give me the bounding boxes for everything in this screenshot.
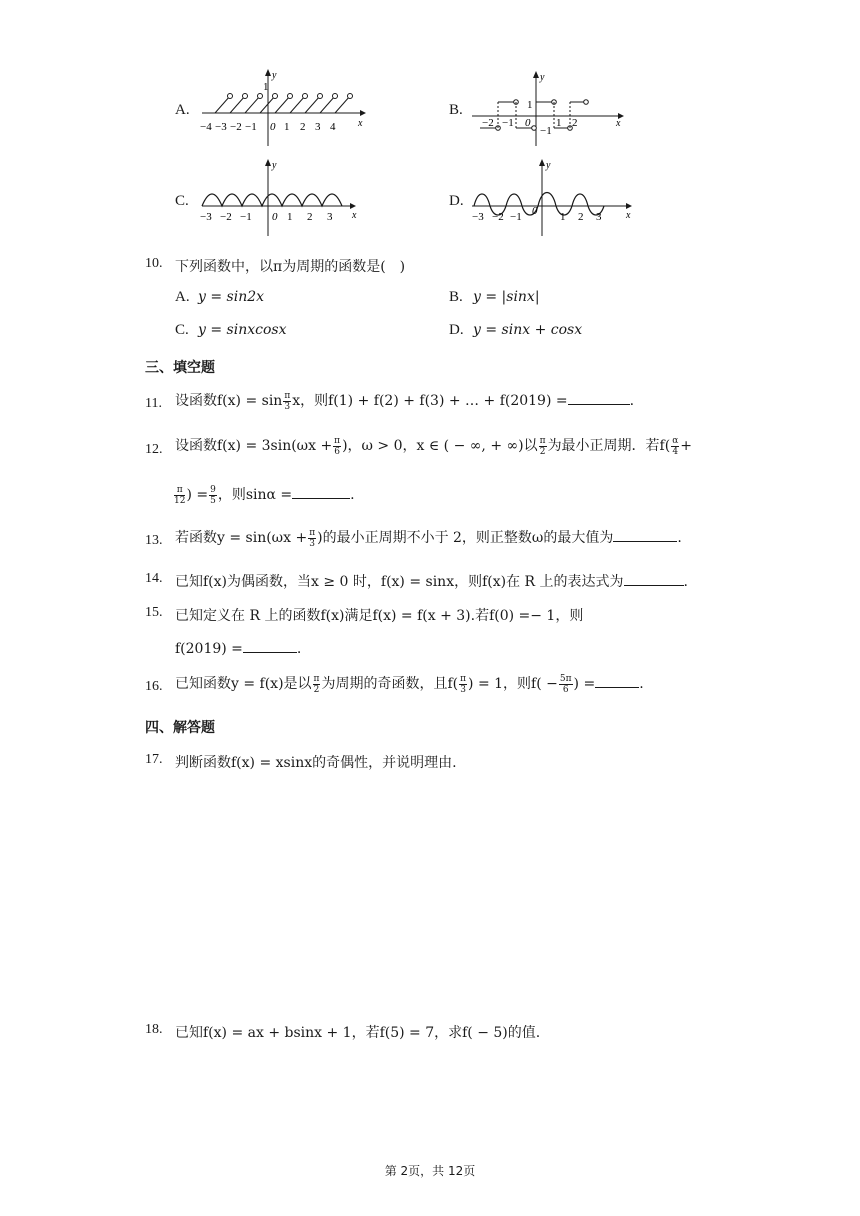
q10-option-a: y = sin2x xyxy=(198,289,265,305)
q11-part: 设函数f(x) = sin xyxy=(175,393,283,409)
q10-stem: 下列函数中，以π为周期的函数是( ) xyxy=(175,259,406,275)
graph-d-tick: 1 xyxy=(560,211,566,223)
graph-d-y: y xyxy=(546,160,551,171)
q12-fraction: $\frac{\pi}{6}$ xyxy=(334,435,341,457)
q16-fraction: $\frac{\pi}{2}$ xyxy=(313,673,320,695)
q10-option-b-label: B. xyxy=(449,289,463,305)
q10-option-d-label: D. xyxy=(449,322,464,338)
q11-fraction: $\frac{\pi}{3}$ xyxy=(284,390,291,412)
graph-a-tick: 1 xyxy=(284,121,290,133)
graph-d-tick: −2 xyxy=(492,211,504,223)
q11-text: 设函数f(x) = sin $\frac{\pi}{3}$ x，则f(1) + f(2) + f(3) + … + f(2019) = . xyxy=(175,390,635,412)
q16-fraction: $\frac{5\pi}{6}$ xyxy=(559,673,572,695)
page-footer: 第 2页，共 12页 xyxy=(384,1164,476,1178)
graph-a-tick: 2 xyxy=(300,121,306,133)
answer-blank xyxy=(613,529,677,542)
q11-number: 11. xyxy=(145,396,162,411)
q13-fraction: $\frac{\pi}{3}$ xyxy=(309,527,316,549)
graph-a-x: x xyxy=(358,118,363,129)
q18-number: 18. xyxy=(145,1022,163,1037)
graph-c-tick: 0 xyxy=(272,211,278,223)
q13-number: 13. xyxy=(145,533,163,548)
q17-text: 判断函数f(x) = xsinx的奇偶性，并说明理由. xyxy=(175,755,457,771)
option-b-label: B. xyxy=(449,102,463,118)
answer-blank xyxy=(243,640,297,653)
q14-number: 14. xyxy=(145,571,163,586)
section-fill-in-title: 三、填空题 xyxy=(145,360,215,376)
graph-a-y: y xyxy=(272,70,277,81)
answer-blank xyxy=(292,486,350,499)
graph-b-neg-one: −1 xyxy=(540,125,552,137)
graph-b-one: 1 xyxy=(527,99,533,111)
q12-fraction: $\frac{\pi}{12}$ xyxy=(174,484,186,506)
section-answer-title: 四、解答题 xyxy=(145,720,215,736)
graph-c-tick: 1 xyxy=(287,211,293,223)
answer-blank xyxy=(595,675,639,688)
answer-blank xyxy=(568,392,630,405)
graph-a-tick: −3 xyxy=(215,121,227,133)
graph-b-y: y xyxy=(540,72,545,83)
q15-line1: 已知定义在 R 上的函数f(x)满足f(x) = f(x + 3).若f(0) =− 1，则 xyxy=(175,608,584,624)
graph-b-tick: −1 xyxy=(502,117,514,129)
graph-c-tick: 2 xyxy=(307,211,313,223)
graph-d-tick: 0 xyxy=(532,205,538,217)
graph-d-x: x xyxy=(626,210,631,221)
q12-fraction: $\frac{9}{5}$ xyxy=(210,484,216,506)
q14-text: 已知f(x)为偶函数，当x ≥ 0 时，f(x) = sinx，则f(x)在 R 上的表达式为 . xyxy=(175,574,688,590)
graph-c-tick: −2 xyxy=(220,211,232,223)
graph-b-x: x xyxy=(616,118,621,129)
graph-a-tick: 0 xyxy=(270,121,276,133)
graph-a-tick: −1 xyxy=(245,121,257,133)
graph-d-tick: −3 xyxy=(472,211,484,223)
q18-text: 已知f(x) = ax + bsinx + 1，若f(5) = 7，求f( − 5)的值. xyxy=(175,1025,541,1041)
graph-c-x: x xyxy=(352,210,357,221)
q10-option-b: y = |sinx| xyxy=(473,289,540,305)
q12-text-line1: 设函数f(x) = 3sin(ωx + $\frac{\pi}{6}$ )，ω > 0，x ∈ ( − ∞, + ∞)以 $\frac{\pi}{2}$ 为最小正周期．若f( $\frac{\alpha}{4}$ + xyxy=(175,435,693,457)
q16-text: 已知函数y = f(x)是以 $\frac{\pi}{2}$ 为周期的奇函数，且f( $\frac{\pi}{3}$ ) = 1，则f( − $\frac{5\pi}{6}$ ) = . xyxy=(175,673,644,695)
answer-blank xyxy=(624,573,684,586)
q10-option-c: y = sinxcosx xyxy=(198,322,287,338)
graph-b xyxy=(470,68,640,152)
graph-a xyxy=(200,68,370,152)
q15-line2: f(2019) = . xyxy=(175,641,302,657)
graph-a-tick: 3 xyxy=(315,121,321,133)
option-a-label: A. xyxy=(175,102,190,118)
q16-fraction: $\frac{\pi}{3}$ xyxy=(460,673,467,695)
option-c-label: C. xyxy=(175,193,189,209)
q11-part: x，则f(1) + f(2) + f(3) + … + f(2019) = xyxy=(292,393,568,409)
q12-text-line2: $\frac{\pi}{12}$ ) = $\frac{9}{5}$ ，则sinα = . xyxy=(174,484,355,506)
q10-number: 10. xyxy=(145,256,163,271)
graph-c-tick: 3 xyxy=(327,211,333,223)
q17-number: 17. xyxy=(145,752,163,767)
graph-c xyxy=(200,158,370,242)
q12-fraction: $\frac{\alpha}{4}$ xyxy=(672,435,679,457)
graph-c-tick: −1 xyxy=(240,211,252,223)
graph-b-tick: 0 xyxy=(525,117,531,129)
graph-d xyxy=(470,158,640,242)
graph-b-tick: 2 xyxy=(572,117,578,129)
q12-fraction: $\frac{\pi}{2}$ xyxy=(539,435,546,457)
q10-option-a-label: A. xyxy=(175,289,190,305)
graph-c-tick: −3 xyxy=(200,211,212,223)
q12-number: 12. xyxy=(145,442,163,457)
graph-a-tick: −4 xyxy=(200,121,212,133)
graph-c-y: y xyxy=(272,160,277,171)
graph-b-tick: 1 xyxy=(556,117,562,129)
graph-d-tick: 3 xyxy=(596,211,602,223)
option-d-label: D. xyxy=(449,193,464,209)
graph-b-tick: −2 xyxy=(482,117,494,129)
graph-a-tick: −2 xyxy=(230,121,242,133)
graph-d-tick: 2 xyxy=(578,211,584,223)
graph-a-tick: 4 xyxy=(330,121,336,133)
graph-d-tick: −1 xyxy=(510,211,522,223)
q10-option-d: y = sinx + cosx xyxy=(473,322,583,338)
graph-a-one: 1 xyxy=(263,81,269,93)
q15-number: 15. xyxy=(145,605,163,620)
q10-option-c-label: C. xyxy=(175,322,189,338)
q16-number: 16. xyxy=(145,679,163,694)
q13-text: 若函数y = sin(ωx + $\frac{\pi}{3}$ )的最小正周期不小于 2，则正整数ω的最大值为 . xyxy=(175,527,682,549)
